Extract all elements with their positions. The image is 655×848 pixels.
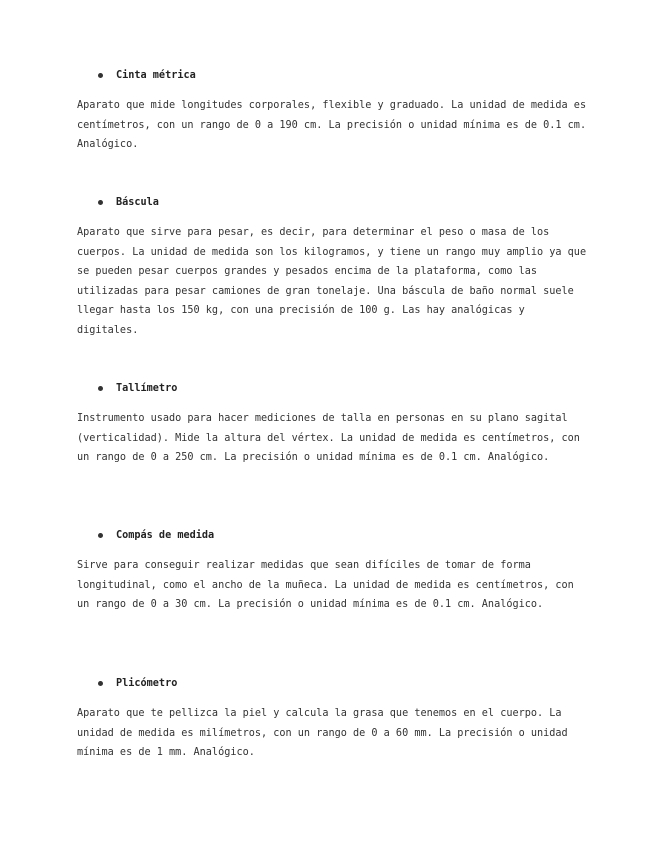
section-title: Plicómetro	[116, 677, 178, 689]
section-cinta-metrica	[77, 68, 587, 155]
bullet-icon	[98, 533, 103, 538]
section-title: Compás de medida	[116, 529, 215, 541]
section-title: Cinta métrica	[116, 69, 196, 81]
section-tallimetro	[77, 381, 587, 468]
section-title: Tallímetro	[116, 382, 178, 394]
section-paragraph: Aparato que sirve para pesar, es decir, para determinar el peso o masa de los cuerpos. La unidad de medida son los kilogramos, y tiene un rango muy amplio ya que se pueden pesar cuerpos grandes y pesados encima de la plataforma, como las utilizadas para pesar camiones de gran tonelaje. Una báscula de baño normal suele llegar hasta los 150 kg, con una precisión de 100 g. Las hay analógicas y digitales.	[77, 227, 587, 336]
section-title: Báscula	[116, 196, 159, 208]
section-compas-de-medida	[77, 528, 587, 615]
section-paragraph: Sirve para conseguir realizar medidas que sean difíciles de tomar de forma longitudinal, como el ancho de la muñeca. La unidad de medida es centímetros, con un rango de 0 a 30 cm. La precisión o unidad mínima es de 0.1 cm. Analógico.	[77, 560, 574, 610]
section-paragraph: Instrumento usado para hacer mediciones de talla en personas en su plano sagital (verticalidad). Mide la altura del vértex. La unidad de medida es centímetros, con un rango de 0 a 250 cm. La precisión o unidad mínima es de 0.1 cm. Analógico.	[77, 413, 580, 463]
section-bascula	[77, 195, 587, 340]
section-paragraph: Aparato que te pellizca la piel y calcula la grasa que tenemos en el cuerpo. La unidad de medida es milímetros, con un rango de 0 a 60 mm. La precisión o unidad mínima es de 1 mm. Analógico.	[77, 708, 568, 758]
section-heading	[98, 68, 587, 82]
bullet-icon	[98, 73, 103, 78]
section-heading	[98, 676, 587, 690]
bullet-icon	[98, 386, 103, 391]
section-paragraph: Aparato que mide longitudes corporales, flexible y graduado. La unidad de medida es centímetros, con un rango de 0 a 190 cm. La precisión o unidad mínima es de 0.1 cm. Analógico.	[77, 100, 587, 150]
section-plicometro	[77, 676, 587, 763]
bullet-icon	[98, 200, 103, 205]
bullet-icon	[98, 681, 103, 686]
section-heading	[98, 381, 587, 395]
section-heading	[98, 528, 587, 542]
section-heading	[98, 195, 587, 209]
